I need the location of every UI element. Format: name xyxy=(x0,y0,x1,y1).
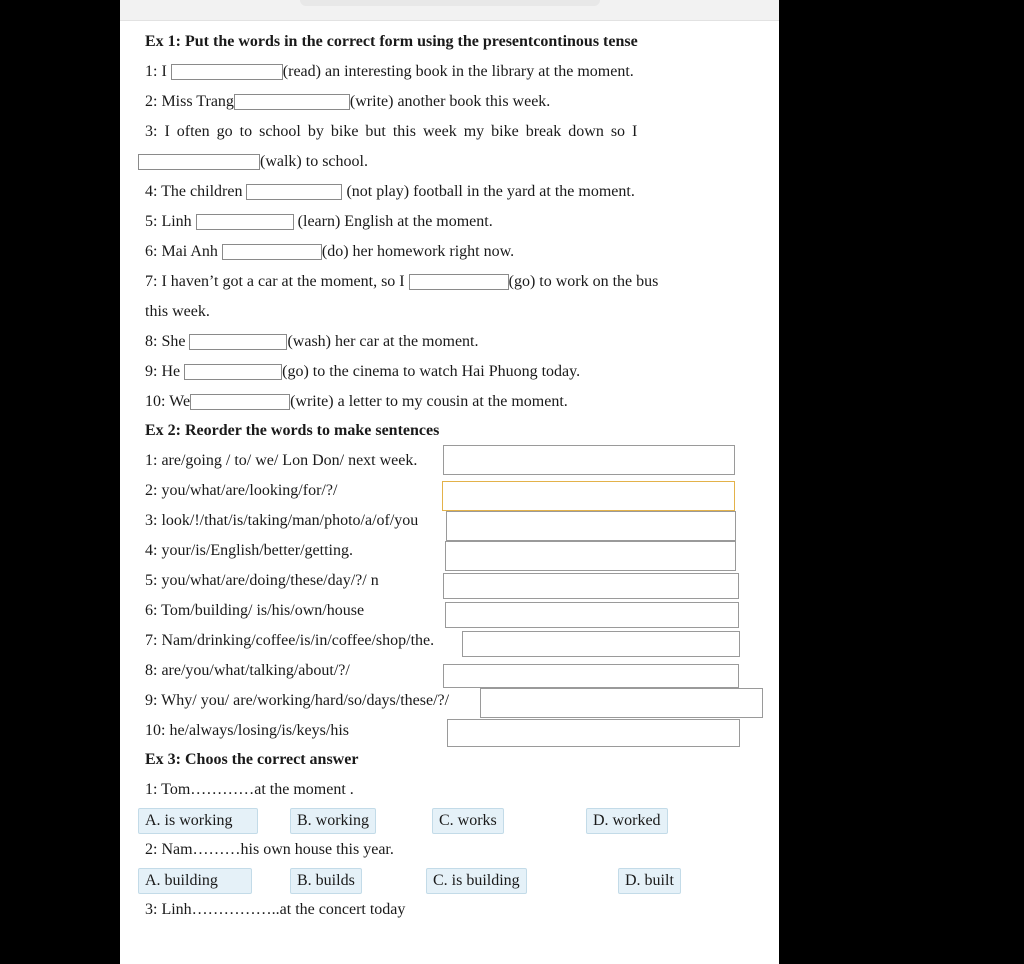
ex2-item-5: 5: you/what/are/doing/these/day/?/ n xyxy=(145,572,379,589)
ex2-answer-box-6[interactable] xyxy=(445,602,739,628)
ex2-answer-box-2[interactable] xyxy=(442,481,735,511)
ex2-item-9: 9: Why/ you/ are/working/hard/so/days/these/?/ xyxy=(145,692,450,709)
ex1-item-4 xyxy=(145,182,635,202)
ex1-answer-box-8[interactable] xyxy=(189,334,287,350)
ex1-item-8-prefix: 8: She xyxy=(145,333,186,350)
browser-top-bar xyxy=(120,0,779,21)
ex1-item-9-suffix: (go) to the cinema to watch Hai Phuong today. xyxy=(282,363,581,380)
ex1-answer-box-3[interactable] xyxy=(138,154,260,170)
ex1-item-1-suffix: (read) an interesting book in the library at the moment. xyxy=(282,63,634,80)
ex1-answer-box-9[interactable] xyxy=(184,364,282,380)
ex2-item-2: 2: you/what/are/looking/for/?/ xyxy=(145,482,338,499)
ex2-answer-box-7[interactable] xyxy=(462,631,740,657)
ex1-item-8-suffix: (wash) her car at the moment. xyxy=(287,333,479,350)
ex1-answer-box-1[interactable] xyxy=(171,64,283,80)
ex2-answer-box-8[interactable] xyxy=(443,664,739,688)
ex1-item-1 xyxy=(145,62,634,82)
ex2-answer-box-3[interactable] xyxy=(446,511,736,541)
ex1-item-5 xyxy=(145,212,493,232)
ex1-title: Ex 1: Put the words in the correct form using the presentcontinous tense xyxy=(145,33,638,50)
ex1-item-7-line2: this week. xyxy=(145,303,210,320)
ex3-q2-option-c[interactable]: C. is building xyxy=(426,868,527,894)
top-bar-pill xyxy=(300,0,600,6)
ex3-question-2: 2: Nam………his own house this year. xyxy=(145,841,394,858)
ex2-item-4: 4: your/is/English/better/getting. xyxy=(145,542,353,559)
ex1-answer-box-2[interactable] xyxy=(234,94,350,110)
ex3-q2-option-d[interactable]: D. built xyxy=(618,868,681,894)
ex1-item-1-prefix: 1: I xyxy=(145,63,167,80)
ex2-item-6: 6: Tom/building/ is/his/own/house xyxy=(145,602,365,619)
ex1-item-6-prefix: 6: Mai Anh xyxy=(145,243,218,260)
ex2-answer-box-9[interactable] xyxy=(480,688,763,718)
ex1-answer-box-10[interactable] xyxy=(190,394,290,410)
ex2-item-3: 3: look/!/that/is/taking/man/photo/a/of/you xyxy=(145,512,419,529)
ex2-title: Ex 2: Reorder the words to make sentences xyxy=(145,422,440,439)
ex1-answer-box-6[interactable] xyxy=(222,244,322,260)
ex1-item-3-suffix: (walk) to school. xyxy=(260,153,368,170)
ex2-item-1: 1: are/going / to/ we/ Lon Don/ next week. xyxy=(145,452,418,469)
ex1-item-2 xyxy=(145,92,550,112)
ex1-item-10-prefix: 10: We xyxy=(145,393,191,410)
ex3-q1-option-b[interactable]: B. working xyxy=(290,808,376,834)
ex1-item-7 xyxy=(145,272,658,292)
ex1-item-7-suffix: (go) to work on the bus xyxy=(508,273,659,290)
ex1-item-9-prefix: 9: He xyxy=(145,363,181,380)
ex1-item-8 xyxy=(145,332,478,352)
ex3-question-1: 1: Tom…………at the moment . xyxy=(145,781,354,798)
ex2-answer-box-4[interactable] xyxy=(445,541,736,571)
ex1-item-5-suffix: (learn) English at the moment. xyxy=(297,213,493,230)
ex1-item-4-prefix: 4: The children xyxy=(145,183,243,200)
ex3-q1-option-c[interactable]: C. works xyxy=(432,808,504,834)
ex1-item-3-line1: 3: I often go to school by bike but this week my bike break down so I xyxy=(145,123,638,140)
ex1-answer-box-5[interactable] xyxy=(196,214,294,230)
ex1-item-4-suffix: (not play) football in the yard at the moment. xyxy=(346,183,635,200)
ex1-item-10-suffix: (write) a letter to my cousin at the moment. xyxy=(290,393,568,410)
ex1-item-2-suffix: (write) another book this week. xyxy=(349,93,551,110)
ex1-answer-box-7[interactable] xyxy=(409,274,509,290)
ex2-answer-box-5[interactable] xyxy=(443,573,739,599)
ex3-q2-option-a[interactable]: A. building xyxy=(138,868,252,894)
ex2-item-8: 8: are/you/what/talking/about/?/ xyxy=(145,662,350,679)
ex3-q1-option-d[interactable]: D. worked xyxy=(586,808,668,834)
ex1-item-10 xyxy=(145,392,568,412)
ex3-q2-option-b[interactable]: B. builds xyxy=(290,868,362,894)
ex1-item-5-prefix: 5: Linh xyxy=(145,213,192,230)
ex3-title: Ex 3: Choos the correct answer xyxy=(145,751,359,768)
ex1-item-6 xyxy=(145,242,514,262)
ex1-item-2-prefix: 2: Miss Trang xyxy=(145,93,234,110)
ex1-item-7-prefix: 7: I haven’t got a car at the moment, so I xyxy=(145,273,405,290)
ex2-item-7: 7: Nam/drinking/coffee/is/in/coffee/shop/the. xyxy=(145,632,435,649)
ex1-answer-box-4[interactable] xyxy=(246,184,342,200)
ex1-item-3-line2 xyxy=(138,152,368,172)
ex2-answer-box-10[interactable] xyxy=(447,719,740,747)
ex2-item-10: 10: he/always/losing/is/keys/his xyxy=(145,722,349,739)
ex1-item-9 xyxy=(145,362,580,382)
ex3-question-3: 3: Linh……………..at the concert today xyxy=(145,901,406,918)
ex3-q1-option-a[interactable]: A. is working xyxy=(138,808,258,834)
ex1-item-6-suffix: (do) her homework right now. xyxy=(321,243,515,260)
ex2-answer-box-1[interactable] xyxy=(443,445,735,475)
